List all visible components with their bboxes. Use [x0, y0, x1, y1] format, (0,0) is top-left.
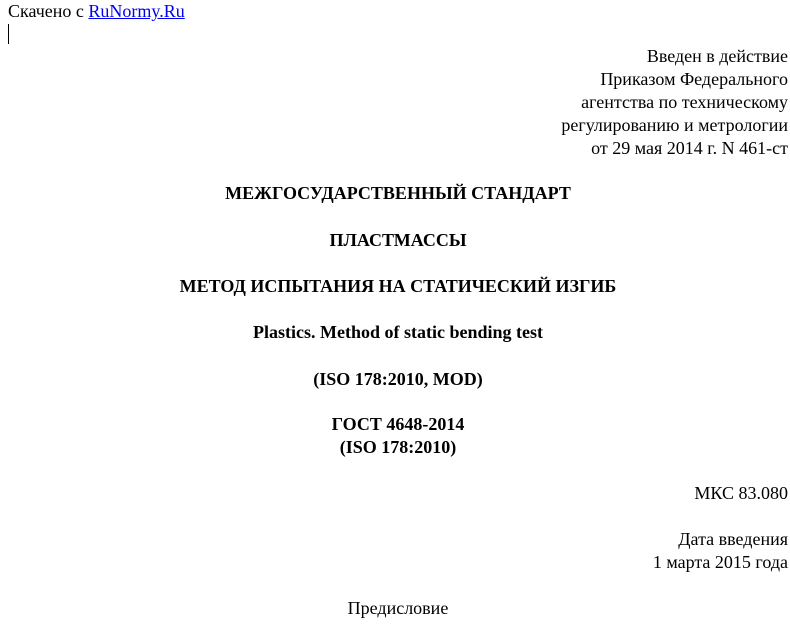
- test-method-heading: МЕТОД ИСПЫТАНИЯ НА СТАТИЧЕСКИЙ ИЗГИБ: [179, 276, 617, 296]
- gost-number: ГОСТ 4648-2014: [331, 414, 465, 434]
- enactment-line-5: от 29 мая 2014 г. N 461-ст: [591, 138, 788, 158]
- standard-category-heading: МЕЖГОСУДАРСТВЕННЫЙ СТАНДАРТ: [225, 183, 571, 203]
- intro-date-value: 1 марта 2015 года: [652, 552, 788, 572]
- enactment-line-1: Введен в действие: [646, 46, 788, 66]
- enactment-line-2: Приказом Федерального: [600, 69, 788, 89]
- english-title: Plastics. Method of static bending test: [253, 322, 543, 342]
- enactment-line-3: агентства по техническому: [581, 92, 788, 112]
- download-prefix: Скачено с: [8, 1, 84, 21]
- iso-reference: (ISO 178:2010): [339, 437, 457, 457]
- foreword-heading: Предисловие: [347, 598, 449, 618]
- download-source-line: [8, 0, 185, 23]
- intro-date-label: Дата введения: [678, 529, 788, 549]
- runormy-link[interactable]: RuNormy.Ru: [88, 1, 185, 21]
- standard-subject-heading: ПЛАСТМАССЫ: [329, 230, 467, 250]
- mks-code: МКС 83.080: [694, 483, 788, 503]
- text-cursor: [8, 24, 9, 44]
- iso-mod-reference: (ISO 178:2010, MOD): [313, 369, 483, 389]
- enactment-line-4: регулированию и метрологии: [561, 115, 788, 135]
